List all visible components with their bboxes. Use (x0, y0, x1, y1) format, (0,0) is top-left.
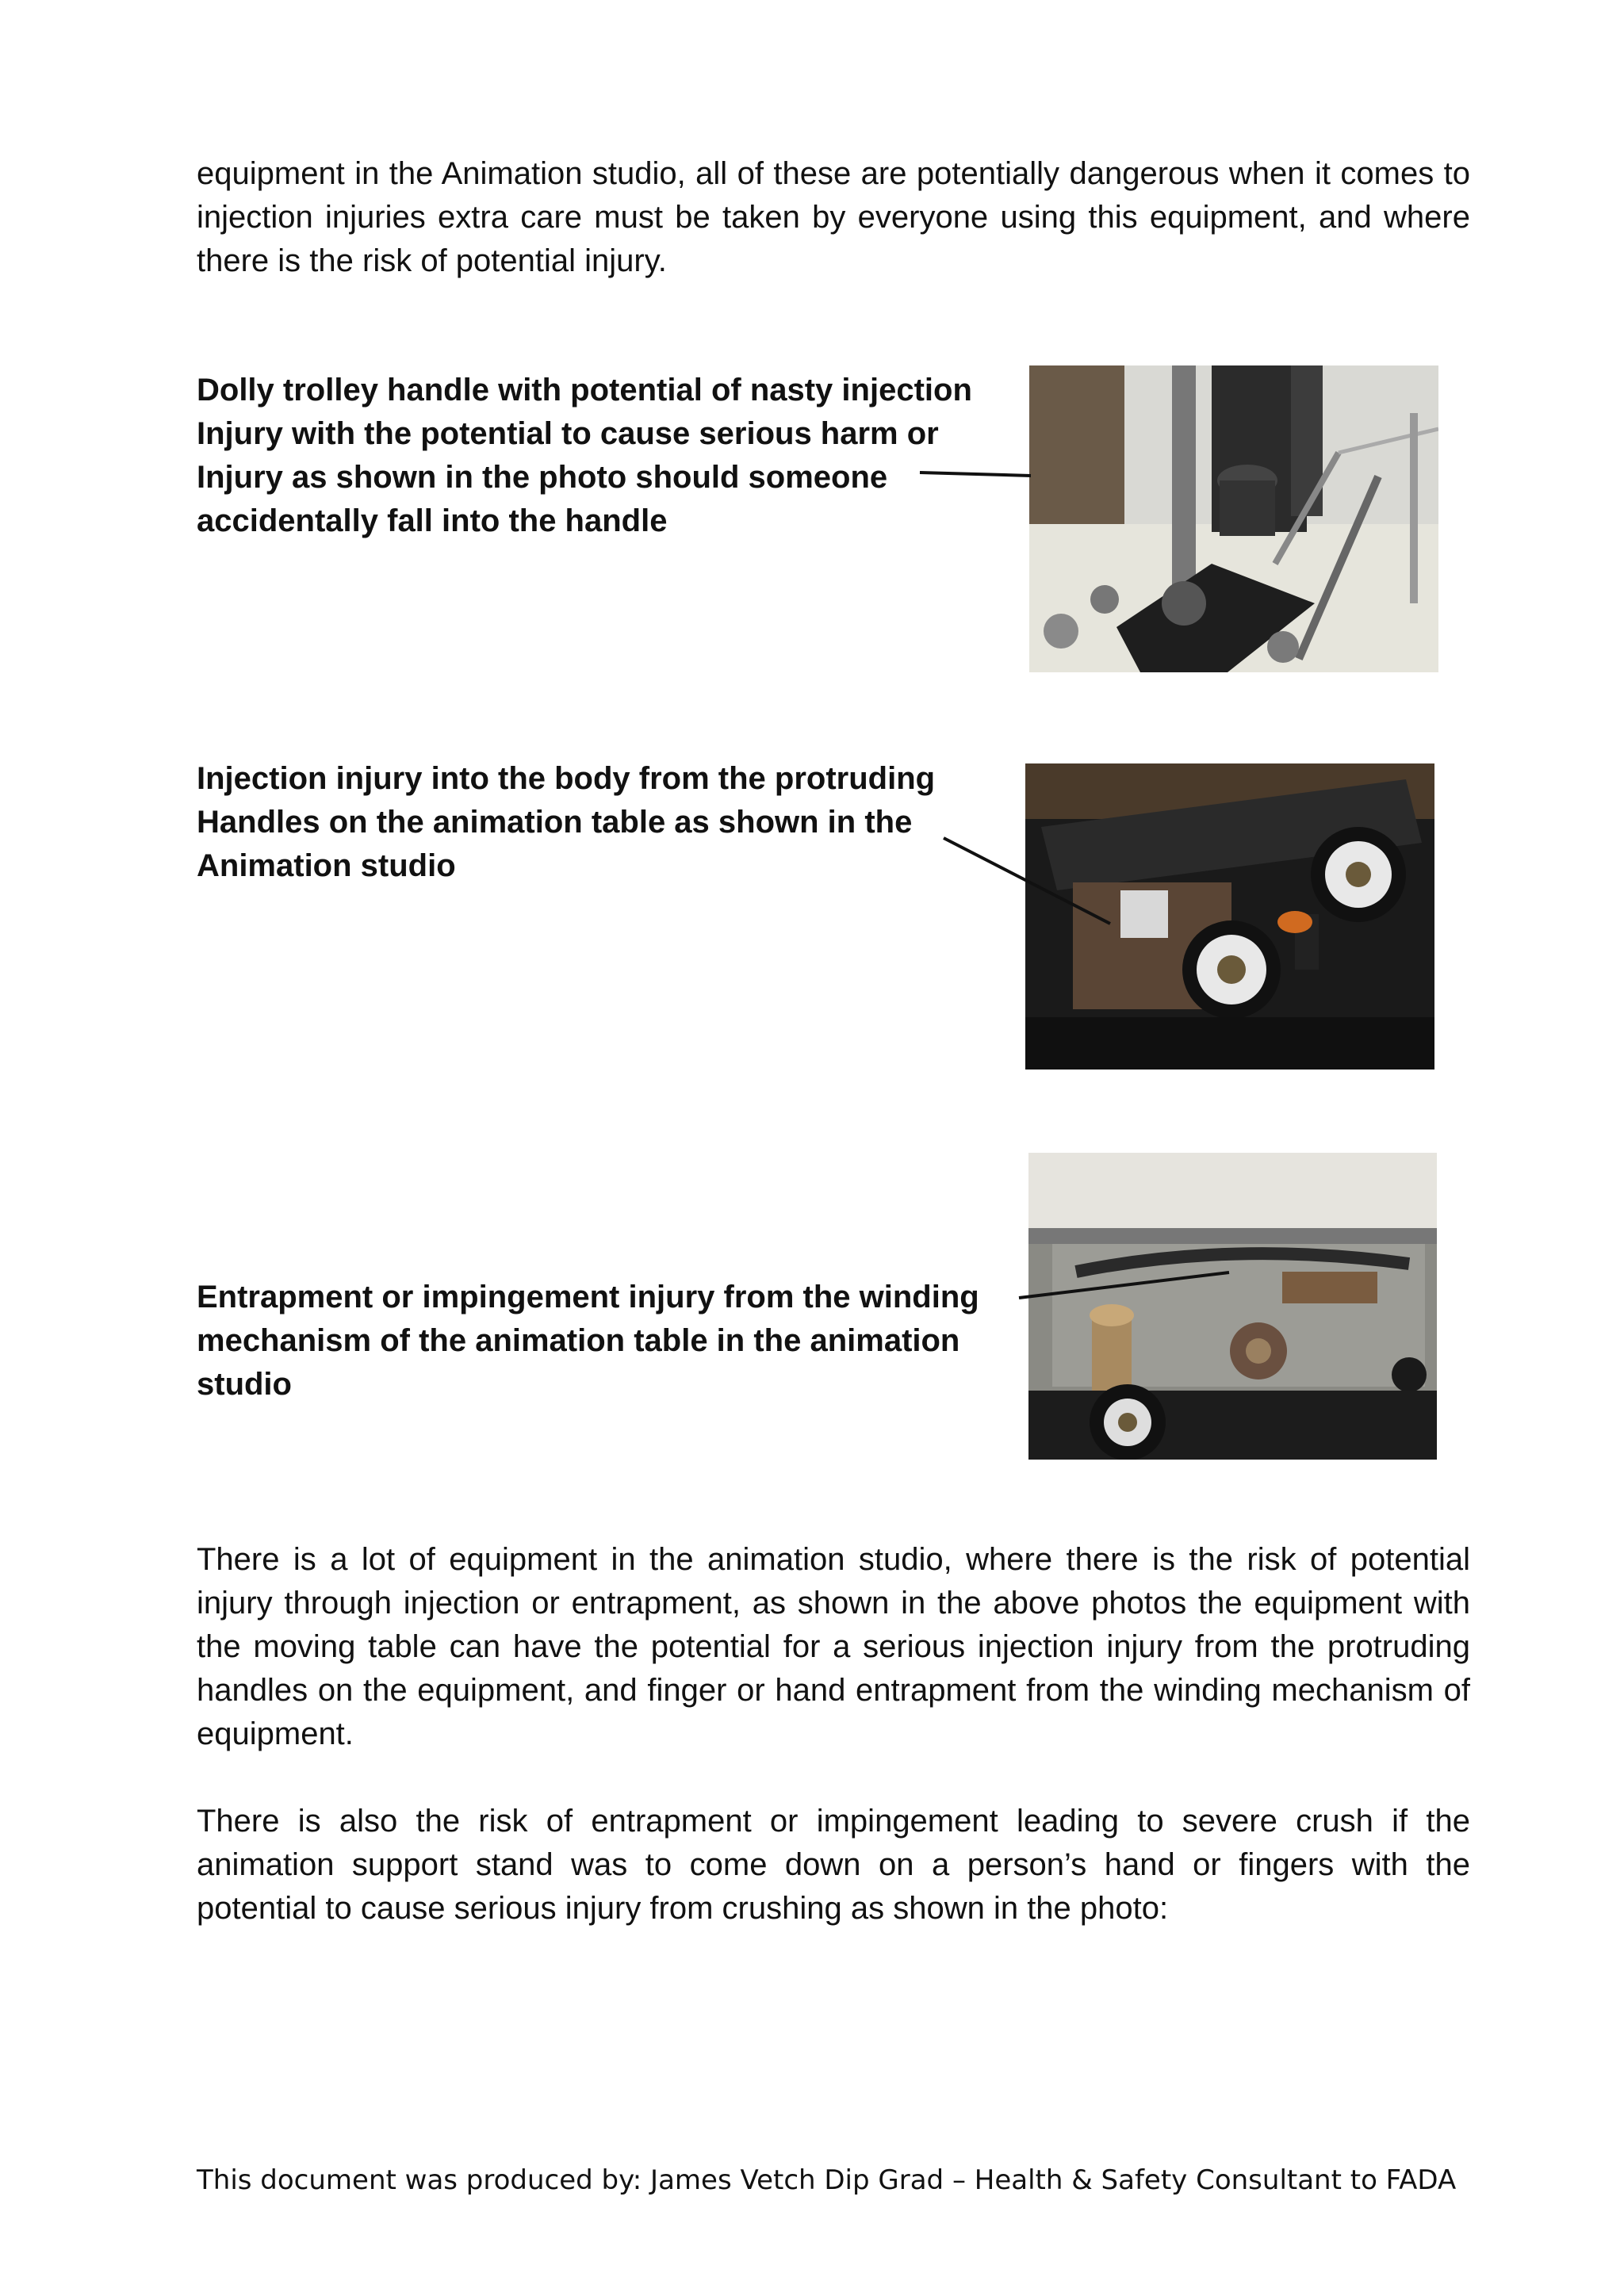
caption-line: mechanism of the animation table in the animation (197, 1323, 960, 1358)
caption-line: Injection injury into the body from the protruding (197, 761, 936, 796)
photo-dolly-trolley (1029, 365, 1438, 672)
caption-line: Injury as shown in the photo should someone (197, 460, 888, 495)
caption-dolly-handle (197, 369, 972, 543)
caption-line: Injury with the potential to cause serious harm or (197, 416, 939, 451)
caption-line: accidentally fall into the handle (197, 503, 668, 538)
body-paragraph-2: There is also the risk of entrapment or impingement leading to severe crush if the animation support stand was to come down on a person’s hand or fingers with the potential to cause serious injury from crushing as shown in the photo: (197, 1804, 1470, 1926)
caption-line: Handles on the animation table as shown in the (197, 805, 913, 840)
page-footer: This document was produced by: James Vetch Dip Grad – Health & Safety Consultant to FADA (197, 2164, 1457, 2196)
caption-animation-table-handles (197, 757, 935, 888)
photo-animation-table-handles (1025, 763, 1434, 1070)
body-paragraph-1: There is a lot of equipment in the animation studio, where there is the risk of potential injury through injection or entrapment, as shown in the above photos the equipment with the moving table can have the potential for a serious injection injury from the protruding handles on the equipment, and finger or hand entrapment from the winding mechanism of equipment. (197, 1542, 1470, 1751)
caption-line: Animation studio (197, 848, 456, 883)
caption-line: studio (197, 1367, 292, 1402)
intro-paragraph: equipment in the Animation studio, all of these are potentially dangerous when it comes to injection injuries extra care must be taken by everyone using this equipment, and where there is the risk of potential injury. (197, 156, 1470, 278)
photo-winding-mechanism (1028, 1153, 1437, 1460)
caption-line: Entrapment or impingement injury from the winding (197, 1280, 979, 1314)
caption-line: Dolly trolley handle with potential of nasty injection (197, 373, 972, 408)
caption-winding-mechanism (197, 1276, 979, 1406)
